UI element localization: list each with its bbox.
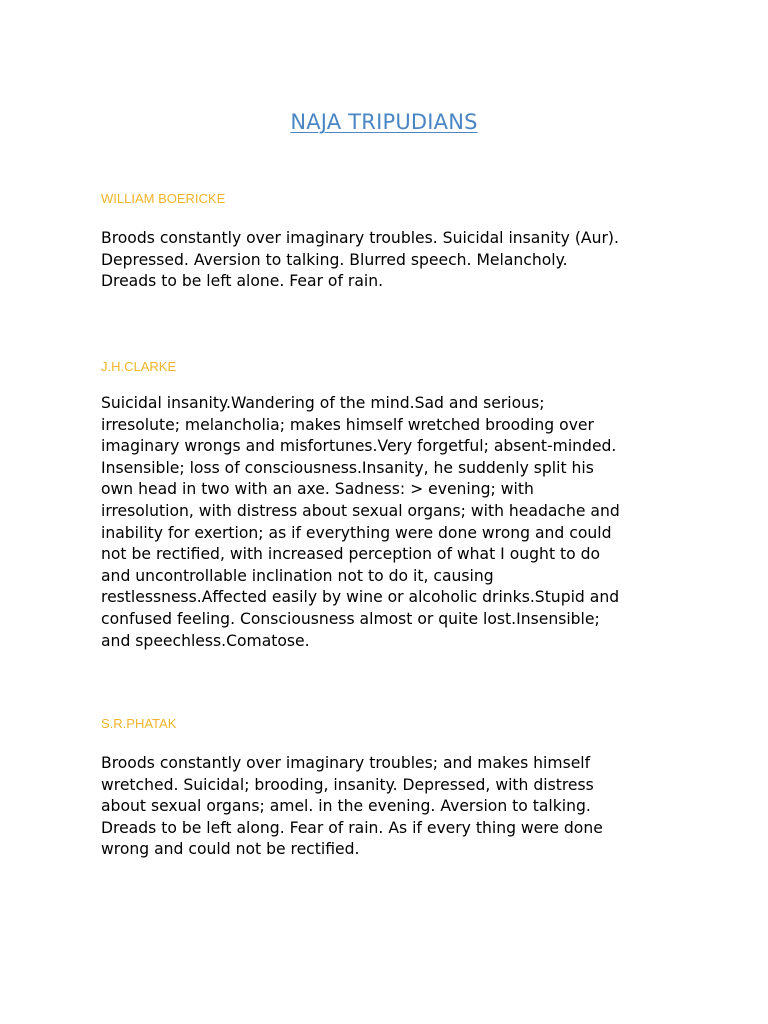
section-text-clarke: Suicidal insanity.Wandering of the mind.Sad and serious; irresolute; melancholia; makes himself wretched brooding over imaginary wrongs and misfortunes.Very forgetful; absent-minded. Insensible; loss of consciousness.Insanity, he suddenly split his own head in two with an axe. Sadness: > evening; with irresolution, with distress about sexual organs; with headache and inability for exertion; as if everything were done wrong and could not be rectified, with increased perception of what I ought to do and uncontrollable inclination not to do it, causing restlessness.Affected easily by wine or alcoholic drinks.Stupid and confused feeling. Consciousness almost or quite lost.Insensible; and speechless.Comatose. <box>101 394 620 650</box>
section-text-boericke: Broods constantly over imaginary troubles. Suicidal insanity (Aur). Depressed. Aversion to talking. Blurred speech. Melancholy. Dreads to be left alone. Fear of rain. <box>101 229 619 291</box>
section-author-boericke: WILLIAM BOERICKE <box>101 191 226 206</box>
section-author-phatak: S.R.PHATAK <box>101 716 177 731</box>
section-author-clarke: J.H.CLARKE <box>101 359 177 374</box>
section-text-phatak: Broods constantly over imaginary troubles; and makes himself wretched. Suicidal; brooding, insanity. Depressed, with distress about sexual organs; amel. in the evening. Aversion to talking. Dreads to be left along. Fear of rain. As if every thing were done wrong and could not be rectified. <box>101 754 603 859</box>
document-title: NAJA TRIPUDIANS <box>290 110 478 134</box>
